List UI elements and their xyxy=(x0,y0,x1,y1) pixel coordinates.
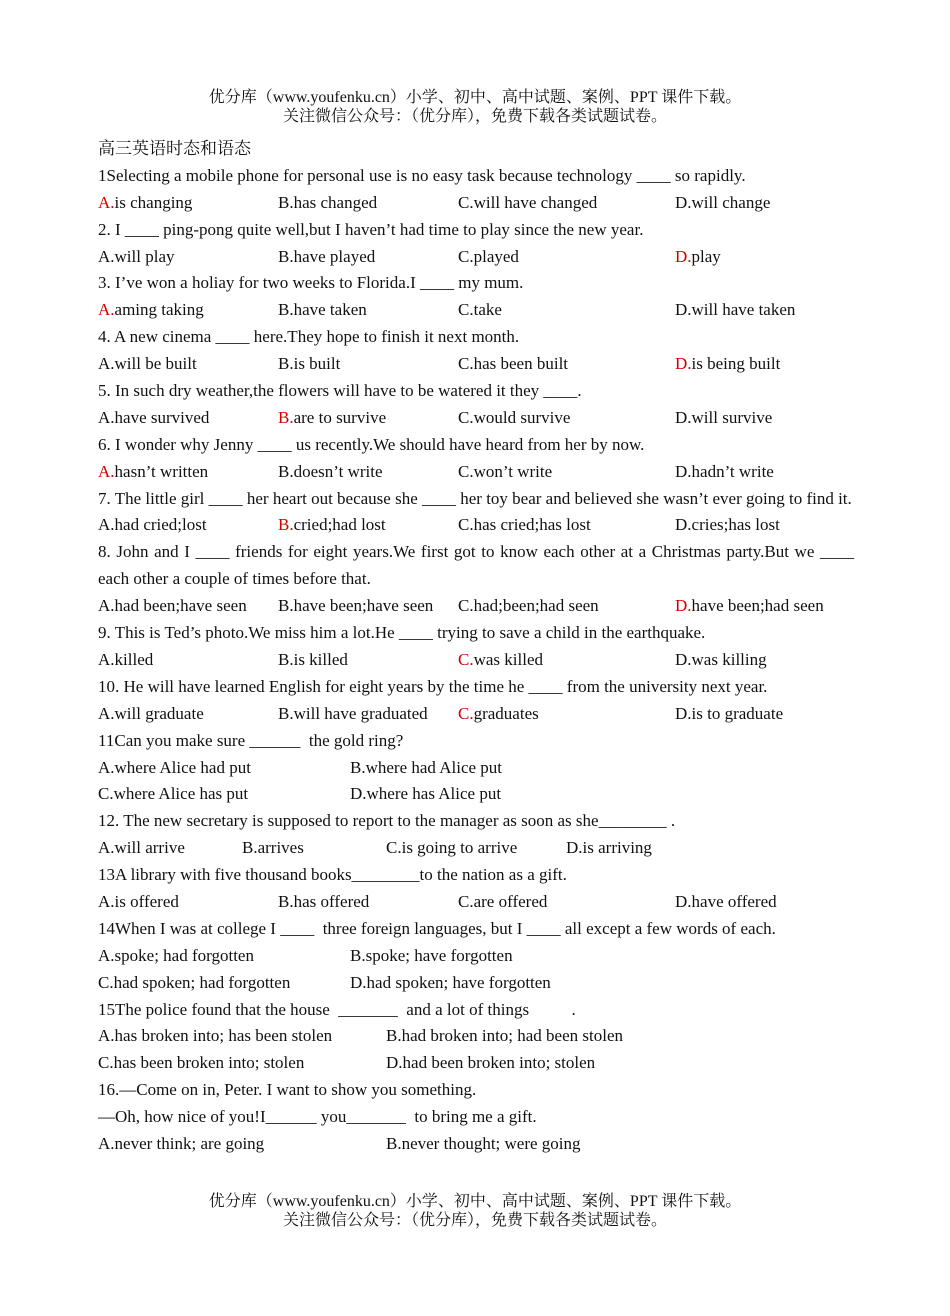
option-letter: B. xyxy=(278,596,294,616)
option-letter: B. xyxy=(350,945,366,965)
option-row xyxy=(98,1050,854,1077)
option-letter: C. xyxy=(98,784,114,804)
option-text: will survive xyxy=(691,407,773,427)
option-row xyxy=(98,351,854,378)
option-row xyxy=(98,943,854,970)
option-text: killed xyxy=(114,649,154,669)
option-text: is killed xyxy=(293,649,348,669)
option-letter: B. xyxy=(278,192,294,212)
option-text: arrives xyxy=(257,838,304,858)
question-stem: 3. I’ve won a holiay for two weeks to Florida.I ____ my mum. xyxy=(98,273,524,293)
option-letter: B. xyxy=(278,649,294,669)
option-text: have taken xyxy=(293,300,367,320)
option-d xyxy=(675,647,767,674)
option-text: had been;have seen xyxy=(114,596,247,616)
option-text: where Alice has put xyxy=(113,784,249,804)
option-letter: D. xyxy=(675,300,692,320)
option-letter: C. xyxy=(458,596,474,616)
option-d xyxy=(675,593,824,620)
option-text: played xyxy=(473,246,519,266)
option-text: has been built xyxy=(473,354,569,374)
option-c xyxy=(458,297,502,324)
option-text: would survive xyxy=(473,407,571,427)
option-text: will be built xyxy=(114,354,197,374)
option-text: take xyxy=(473,300,502,320)
question-stem: 10. He will have learned English for eight years by the time he ____ from the university next year. xyxy=(98,676,768,696)
option-letter: B. xyxy=(386,1134,402,1153)
option-b xyxy=(278,459,383,486)
option-text: had spoken; had forgotten xyxy=(113,972,291,992)
option-a xyxy=(98,512,207,539)
option-letter: B. xyxy=(278,246,294,266)
option-b xyxy=(278,405,386,432)
option-text: will have graduated xyxy=(293,703,428,723)
option-a xyxy=(98,835,185,862)
question-stem: 13A library with five thousand books________to the nation as a gift. xyxy=(98,865,567,885)
option-text: is offered xyxy=(114,891,179,911)
option-c xyxy=(458,593,599,620)
option-text: will arrive xyxy=(114,838,185,858)
question-stem: 16.—Come on in, Peter. I want to show you something. xyxy=(98,1080,477,1100)
option-letter: C. xyxy=(98,1053,114,1073)
option-letter: A. xyxy=(98,407,115,427)
option-a xyxy=(98,459,208,486)
question-stem: 2. I ____ ping-pong quite well,but I haven’t had time to play since the new year. xyxy=(98,219,644,239)
option-text: is arriving xyxy=(582,838,652,858)
answer-marker: D. xyxy=(675,354,692,374)
option-c xyxy=(458,701,539,728)
option-text: was killing xyxy=(691,649,767,669)
option-row xyxy=(98,970,854,997)
option-row xyxy=(98,889,854,916)
option-letter: B. xyxy=(242,838,258,858)
option-a xyxy=(98,244,175,271)
option-letter: A. xyxy=(98,515,115,535)
option-letter: A. xyxy=(98,838,115,858)
option-letter: A. xyxy=(98,246,115,266)
option-c xyxy=(386,835,517,862)
option-letter: A. xyxy=(98,1026,115,1046)
option-letter: A. xyxy=(98,1134,115,1153)
option-b xyxy=(278,244,375,271)
option-text: will have changed xyxy=(473,192,598,212)
option-text: where Alice had put xyxy=(114,757,251,777)
option-b xyxy=(242,835,304,862)
option-b xyxy=(386,1131,581,1158)
option-text: is to graduate xyxy=(691,703,784,723)
option-row xyxy=(98,512,854,539)
option-text: hadn’t write xyxy=(691,461,774,481)
option-letter: A. xyxy=(98,757,115,777)
option-letter: C. xyxy=(98,972,114,992)
option-text: has broken into; has been stolen xyxy=(114,1026,333,1046)
question-stem: 1Selecting a mobile phone for personal use is no easy task because technology ____ so rapidly. xyxy=(98,165,746,185)
header-line-2: 关注微信公众号：（优分库），免费下载各类试题试卷。 xyxy=(282,108,667,125)
option-letter: C. xyxy=(458,891,474,911)
option-a xyxy=(98,1023,332,1050)
option-row xyxy=(98,1023,854,1050)
option-c xyxy=(458,647,543,674)
answer-marker: A. xyxy=(98,192,115,212)
option-letter: C. xyxy=(458,354,474,374)
option-d xyxy=(350,781,501,808)
option-text: is changing xyxy=(114,192,193,212)
option-text: had broken into; had been stolen xyxy=(401,1026,624,1046)
option-a xyxy=(98,647,153,674)
question-stem: 15The police found that the house _______ and a lot of things . xyxy=(98,999,576,1019)
option-letter: D. xyxy=(675,192,692,212)
option-c xyxy=(98,781,248,808)
option-text: spoke; have forgotten xyxy=(365,945,513,965)
option-row xyxy=(98,835,854,862)
option-c xyxy=(98,1050,304,1077)
option-letter: D. xyxy=(350,972,367,992)
option-letter: B. xyxy=(278,354,294,374)
option-row xyxy=(98,1131,854,1158)
option-text: will graduate xyxy=(114,703,204,723)
option-c xyxy=(458,351,568,378)
option-letter: A. xyxy=(98,596,115,616)
option-text: has changed xyxy=(293,192,378,212)
option-a xyxy=(98,943,254,970)
option-c xyxy=(458,889,547,916)
question-stem: 9. This is Ted’s photo.We miss him a lot.He ____ trying to save a child in the earthquake. xyxy=(98,623,706,643)
option-text: has been broken into; stolen xyxy=(113,1053,305,1073)
answer-marker: B. xyxy=(278,515,294,535)
question-stem: 4. A new cinema ____ here.They hope to finish it next month. xyxy=(98,327,520,347)
option-b xyxy=(386,1023,623,1050)
option-b xyxy=(278,297,367,324)
option-text: is built xyxy=(293,354,341,374)
option-letter: A. xyxy=(98,649,115,669)
option-d xyxy=(675,351,780,378)
option-text: was killed xyxy=(473,649,543,669)
option-text: are offered xyxy=(473,891,548,911)
option-row xyxy=(98,755,854,782)
option-text: cried;had lost xyxy=(293,515,386,535)
option-row xyxy=(98,297,854,324)
option-letter: C. xyxy=(458,407,474,427)
option-b xyxy=(278,889,369,916)
option-c xyxy=(458,459,552,486)
option-d xyxy=(675,889,777,916)
answer-marker: A. xyxy=(98,461,115,481)
option-text: had;been;had seen xyxy=(473,596,599,616)
question-stem: 7. The little girl ____ her heart out because she ____ her toy bear and believed she wasn’t ever going to find it. xyxy=(98,488,852,508)
option-text: will play xyxy=(114,246,175,266)
option-text: where has Alice put xyxy=(366,784,502,804)
option-a xyxy=(98,1131,264,1158)
option-c xyxy=(458,190,597,217)
option-letter: A. xyxy=(98,703,115,723)
option-a xyxy=(98,701,204,728)
option-row xyxy=(98,781,854,808)
option-letter: D. xyxy=(675,649,692,669)
question-stem: 5. In such dry weather,the flowers will have to be watered it they ____. xyxy=(98,381,582,401)
option-text: hasn’t written xyxy=(114,461,209,481)
option-row xyxy=(98,593,854,620)
option-letter: D. xyxy=(675,515,692,535)
option-text: will change xyxy=(691,192,771,212)
option-letter: B. xyxy=(278,891,294,911)
option-b xyxy=(278,701,428,728)
option-text: had spoken; have forgotten xyxy=(366,972,551,992)
option-text: have been;have seen xyxy=(293,596,434,616)
option-text: play xyxy=(691,246,721,266)
question-stem: 11Can you make sure ______ the gold ring? xyxy=(98,730,404,750)
option-text: had been broken into; stolen xyxy=(402,1053,596,1073)
option-text: have played xyxy=(293,246,376,266)
option-d xyxy=(675,297,795,324)
answer-marker: A. xyxy=(98,300,115,320)
option-letter: D. xyxy=(675,891,692,911)
question-stem: 12. The new secretary is supposed to report to the manager as soon as she________ . xyxy=(98,811,676,831)
option-b xyxy=(350,755,502,782)
option-d xyxy=(675,405,772,432)
footer-line-1: 优分库（www.youfenku.cn）小学、初中、高中试题、案例、PPT 课件下载。 xyxy=(208,1193,742,1210)
option-text: never thought; were going xyxy=(401,1134,581,1153)
option-text: spoke; had forgotten xyxy=(114,945,254,965)
option-text: had cried;lost xyxy=(114,515,207,535)
page-header xyxy=(0,88,950,126)
option-letter: B. xyxy=(386,1026,402,1046)
option-c xyxy=(458,512,591,539)
option-letter: C. xyxy=(458,246,474,266)
option-letter: B. xyxy=(278,461,294,481)
option-row xyxy=(98,244,854,271)
option-text: has cried;has lost xyxy=(473,515,591,535)
option-text: will have taken xyxy=(691,300,796,320)
option-letter: C. xyxy=(458,300,474,320)
option-d xyxy=(675,512,780,539)
answer-marker: D. xyxy=(675,246,692,266)
question-stem-continued: —Oh, how nice of you!I______ you_______ to bring me a gift. xyxy=(98,1107,537,1127)
option-d xyxy=(675,459,774,486)
option-row xyxy=(98,647,854,674)
option-d xyxy=(386,1050,595,1077)
document-body xyxy=(98,136,854,1158)
answer-marker: B. xyxy=(278,407,294,427)
option-letter: A. xyxy=(98,945,115,965)
option-d xyxy=(675,190,770,217)
option-text: where had Alice put xyxy=(365,757,503,777)
option-letter: B. xyxy=(278,300,294,320)
option-a xyxy=(98,593,247,620)
option-a xyxy=(98,351,197,378)
answer-marker: C. xyxy=(458,649,474,669)
page-footer xyxy=(0,1192,950,1230)
option-d xyxy=(566,835,652,862)
option-b xyxy=(278,647,348,674)
footer-line-2: 关注微信公众号：（优分库），免费下载各类试题试卷。 xyxy=(282,1212,667,1229)
option-a xyxy=(98,190,192,217)
option-letter: D. xyxy=(675,407,692,427)
option-d xyxy=(675,701,783,728)
option-b xyxy=(350,943,513,970)
option-text: never think; are going xyxy=(114,1134,265,1153)
option-d xyxy=(350,970,551,997)
question-stem: 14When I was at college I ____ three foreign languages, but I ____ all except a few words of each. xyxy=(98,918,776,938)
option-b xyxy=(278,512,386,539)
option-letter: D. xyxy=(675,703,692,723)
option-text: has offered xyxy=(293,891,370,911)
document-title: 高三英语时态和语态 xyxy=(98,139,251,158)
option-text: cries;has lost xyxy=(691,515,780,535)
question-stem: 6. I wonder why Jenny ____ us recently.We should have heard from her by now. xyxy=(98,434,645,454)
answer-marker: D. xyxy=(675,596,692,616)
option-c xyxy=(98,970,290,997)
option-c xyxy=(458,405,570,432)
option-row xyxy=(98,459,854,486)
option-letter: D. xyxy=(350,784,367,804)
option-text: have been;had seen xyxy=(691,596,824,616)
option-letter: B. xyxy=(350,757,366,777)
option-d xyxy=(675,244,721,271)
option-text: have survived xyxy=(114,407,210,427)
option-letter: C. xyxy=(458,461,474,481)
option-letter: D. xyxy=(386,1053,403,1073)
option-text: have offered xyxy=(691,891,777,911)
option-b xyxy=(278,351,340,378)
option-row xyxy=(98,405,854,432)
question-stem: 8. John and I ____ friends for eight years.We first got to know each other at a Christmas party.But we ____ each other a couple of times before that. xyxy=(98,542,854,589)
option-text: doesn’t write xyxy=(293,461,383,481)
option-text: are to survive xyxy=(293,407,387,427)
option-a xyxy=(98,889,179,916)
answer-marker: C. xyxy=(458,703,474,723)
option-row xyxy=(98,701,854,728)
option-text: is being built xyxy=(691,354,781,374)
option-row xyxy=(98,190,854,217)
option-letter: C. xyxy=(458,515,474,535)
option-text: won’t write xyxy=(473,461,553,481)
option-text: is going to arrive xyxy=(401,838,518,858)
option-letter: A. xyxy=(98,891,115,911)
option-b xyxy=(278,190,377,217)
option-b xyxy=(278,593,433,620)
option-letter: D. xyxy=(675,461,692,481)
option-letter: A. xyxy=(98,354,115,374)
option-a xyxy=(98,405,209,432)
option-text: graduates xyxy=(473,703,539,723)
option-letter: C. xyxy=(386,838,402,858)
option-text: aming taking xyxy=(114,300,204,320)
option-letter: B. xyxy=(278,703,294,723)
option-letter: C. xyxy=(458,192,474,212)
option-a xyxy=(98,755,251,782)
option-c xyxy=(458,244,519,271)
header-line-1: 优分库（www.youfenku.cn）小学、初中、高中试题、案例、PPT 课件下载。 xyxy=(208,89,742,106)
option-letter: D. xyxy=(566,838,583,858)
option-a xyxy=(98,297,204,324)
